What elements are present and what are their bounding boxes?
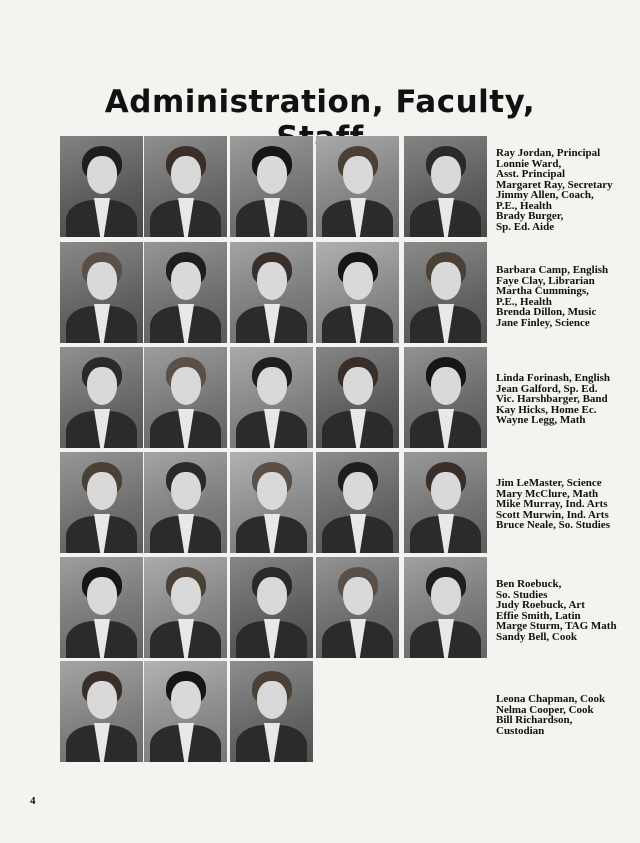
portrait-face [343,472,373,510]
caption-line: Brenda Dillon, Music [496,306,597,318]
portrait-face [171,156,201,194]
caption-line: Asst. Principal [496,168,566,180]
portrait-photo [60,661,143,762]
caption-line: Bill Richardson, [496,714,573,726]
caption-line: Jane Finley, Science [496,316,590,329]
portrait-face [257,681,287,719]
portrait-photo [230,347,313,448]
caption-line: Custodian [496,724,545,737]
portrait-photo [230,452,313,553]
caption-line: P.E., Health [496,295,552,308]
portrait-row [60,136,488,237]
portrait-face [257,577,287,615]
portrait-face [257,262,287,300]
portrait-face [431,472,461,510]
caption-line: Judy Roebuck, Art [496,599,585,611]
portrait-row [60,452,488,553]
portrait-face [343,367,373,405]
caption-line: Martha Cummings, [496,285,589,297]
portrait-photo [316,452,399,553]
caption-line: Vic. Harshbarger, Band [496,393,608,405]
caption-block [496,694,636,736]
portrait-face [87,472,117,510]
caption-line: Kay Hicks, Home Ec. [496,403,597,416]
caption-line: Sp. Ed. Aide [496,220,555,233]
caption-block [496,373,636,426]
portrait-face [87,156,117,194]
portrait-face [87,577,117,615]
caption-line: Bruce Neale, So. Studies [496,519,610,531]
page-number: 4 [30,795,36,807]
caption-line: Jean Galford, Sp. Ed. [496,382,598,395]
caption-line: Mike Murray, Ind. Arts [496,498,608,510]
portrait-face [171,367,201,405]
portrait-row [60,661,488,762]
caption-line: Barbara Camp, English [496,264,609,276]
caption-line: Marge Sturm, TAG Math [496,620,617,632]
portrait-photo [230,242,313,343]
portrait-face [257,472,287,510]
portrait-face [87,262,117,300]
portrait-face [431,156,461,194]
portrait-face [171,472,201,510]
caption-line: Ray Jordan, Principal [496,147,601,159]
portrait-photo [230,661,313,762]
portrait-photo [60,242,143,343]
portrait-photo [144,557,227,658]
portrait-row [60,557,488,658]
caption-block [496,579,636,642]
caption-block [496,478,636,531]
caption-line: Jimmy Allen, Coach, [496,189,594,201]
caption-line: P.E., Health [496,199,552,212]
portrait-face [171,681,201,719]
portrait-face [343,577,373,615]
portrait-face [171,577,201,615]
portrait-photo [60,347,143,448]
portrait-face [87,367,117,405]
portrait-face [431,367,461,405]
caption-line: Margaret Ray, Secretary [496,178,613,191]
caption-line: Ben Roebuck, [496,578,562,590]
portrait-photo [144,242,227,343]
portrait-face [431,577,461,615]
portrait-face [87,681,117,719]
portrait-face [343,262,373,300]
caption-line: Mary McClure, Math [496,487,599,500]
portrait-photo [404,452,487,553]
portrait-photo [316,242,399,343]
caption-line: Jim LeMaster, Science [496,477,602,489]
portrait-photo [404,557,487,658]
portrait-photo [144,347,227,448]
portrait-face [257,367,287,405]
portrait-face [431,262,461,300]
portrait-photo [144,452,227,553]
caption-line: So. Studies [496,588,548,601]
caption-line: Effie Smith, Latin [496,609,581,622]
caption-block [496,148,636,232]
caption-line: Brady Burger, [496,210,564,222]
caption-line: Leona Chapman, Cook [496,693,606,705]
portrait-face [343,156,373,194]
caption-line: Sandy Bell, Cook [496,630,577,643]
portrait-face [171,262,201,300]
caption-line: Faye Clay, Librarian [496,274,595,287]
caption-line: Lonnie Ward, [496,157,562,170]
portrait-photo [60,136,143,237]
caption-block [496,265,636,328]
caption-line: Wayne Legg, Math [496,414,586,426]
portrait-photo [144,136,227,237]
portrait-row [60,347,488,448]
caption-line: Linda Forinash, English [496,372,611,384]
portrait-photo [60,557,143,658]
portrait-photo [316,347,399,448]
portrait-photo [404,242,487,343]
portrait-face [257,156,287,194]
portrait-photo [144,661,227,762]
portrait-photo [60,452,143,553]
portrait-photo [404,347,487,448]
portrait-photo [404,136,487,237]
portrait-photo [230,557,313,658]
portrait-row [60,242,488,343]
portrait-photo [230,136,313,237]
caption-line: Nelma Cooper, Cook [496,703,594,716]
portrait-photo [316,557,399,658]
caption-line: Scott Murwin, Ind. Arts [496,508,609,521]
page-title: Administration, Faculty, [104,84,536,120]
portrait-photo [316,136,399,237]
